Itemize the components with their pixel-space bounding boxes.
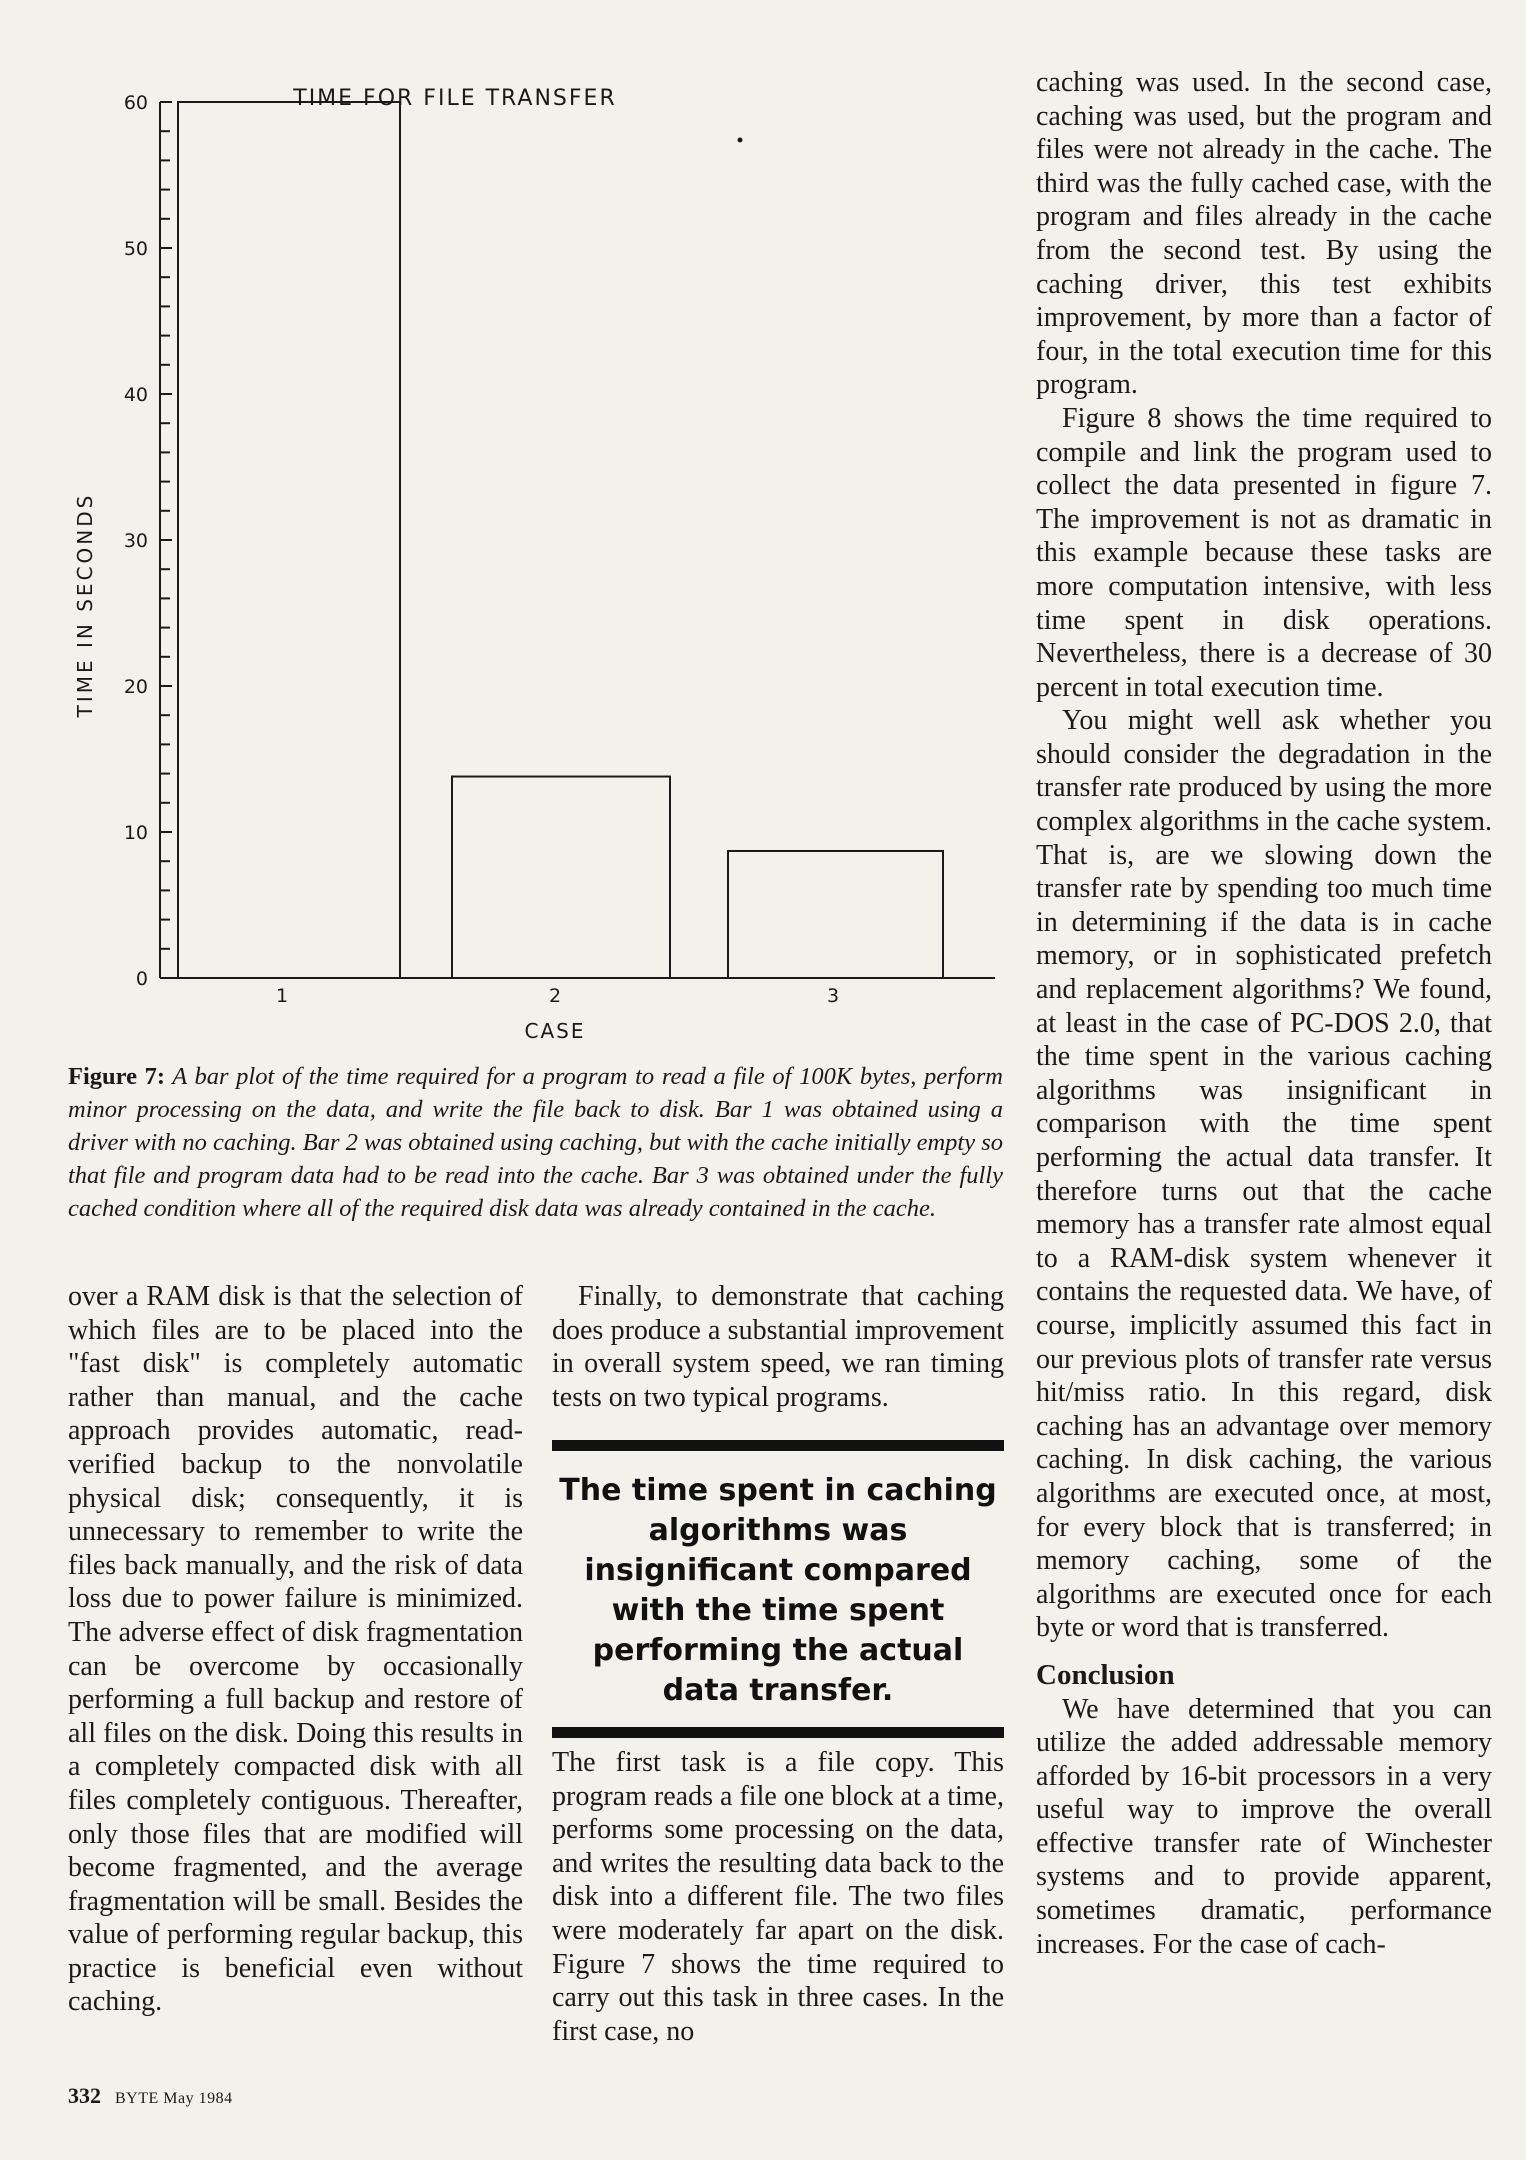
x-tick-label: 3 [826,985,840,1007]
y-tick-label: 20 [123,676,148,698]
bars [178,102,943,978]
section-heading: Conclusion [1036,1658,1175,1691]
y-tick-label: 50 [123,238,148,260]
y-tick-label: 10 [123,822,148,844]
right-paragraph-1: caching was used. In the second case, caching was used, but the program and files were not already in the cache. The third was the fully cached case, with the program and files already in the cache from the second test. By using the caching driver, this test exhibits improvement, by more than a factor of four, in the total execution time for this program. [1036,67,1492,401]
x-axis [276,985,839,1007]
left-paragraph-1: over a RAM disk is that the selection of which files are to be placed into the "fast disk" is completely automatic rather than manual, and the cache approach provides automatic, read-verified backup to the nonvolatile physical disk; consequently, it is unnecessary to remember to write the files back manually, and the risk of data loss due to power failure is minimized. The adverse effect of disk fragmentation can be overcome by occasionally performing a full backup and restore of all files on the disk. Doing this results in a completely compacted disk with all files completely contiguous. Thereafter, only those files that are modified will become fragmented, and the average fragmentation will be small. Besides the value of performing regular backup, this practice is beneficial even without caching. [68,1281,523,2018]
stray-dot [738,138,743,143]
bar-case-3 [728,851,943,978]
y-tick-label: 0 [135,968,148,990]
page-number: 332 [68,2083,101,2108]
x-axis-label: CASE [524,1019,586,1043]
left-column [68,1280,523,2019]
chart-title: TIME FOR FILE TRANSFER [293,86,617,111]
right-paragraph-4: We have determined that you can utilize the added addressable memory afforded by 16-bit processors in a very useful way to improve the overall effective transfer rate of Winchester systems and to provide apparent, sometimes dramatic, performance increases. For the case of cach- [1036,1693,1492,1960]
figure-caption [68,1060,1003,1225]
y-axis-label: TIME IN SECONDS [73,492,97,718]
magazine-issue: BYTE May 1984 [115,2090,233,2107]
page-footer [68,2083,233,2109]
bar-case-1 [178,102,400,978]
y-axis [124,92,995,990]
right-paragraph-3: You might well ask whether you should consider the degradation in the transfer rate produced by using the more complex algorithms in the cache system. That is, are we slowing down the transfer rate by spending too much time in determining if the data is in cache memory, or in sophisticated prefetch and replacement algorithms? We found, at least in the case of PC-DOS 2.0, that the time spent in the various caching algorithms was insignificant in comparison with the time spent performing the actual data transfer. It therefore turns out that the cache memory has a transfer rate almost equal to a RAM-disk system whenever it contains the requested data. We have, of course, implicitly assumed this fact in our previous plots of transfer rate versus hit/miss ratio. In this regard, disk caching has an advantage over memory caching. In disk caching, the various algorithms are executed once, at most, for every block that is transferred; in memory caching, some of the algorithms are executed once for each byte or word that is transferred. [1036,705,1492,1644]
y-tick-label: 40 [123,384,148,406]
y-tick-label: 60 [123,92,148,114]
middle-column-lower [552,1746,1004,2048]
middle-paragraph-2: The first task is a file copy. This program reads a file one block at a time, performs some processing on the data, and writes the resulting data back to the disk into a different file. The two files were moderately far apart on the disk. Figure 7 shows the time required to carry out this task in three cases. In the first case, no [552,1747,1004,2047]
pull-quote: The time spent in caching algorithms was insignificant compared with the time spent performing the actual data transfer. [552,1440,1004,1738]
caption-label: Figure 7: [68,1063,166,1090]
right-paragraph-2: Figure 8 shows the time required to compile and link the program used to collect the data presented in figure 7. The improvement is not as dramatic in this example because these tasks are more computation intensive, with less time spent in disk operations. Nevertheless, there is a decrease of 30 percent in total execution time. [1036,402,1492,703]
x-tick-label: 2 [548,985,562,1007]
y-tick-label: 30 [123,530,148,552]
x-tick-label: 1 [275,985,289,1007]
bar-case-2 [452,777,670,978]
right-column [1036,66,1492,1961]
middle-paragraph-1: Finally, to demonstrate that caching does produce a substantial improvement in overall system speed, we ran timing tests on two typical programs. [552,1281,1004,1413]
caption-text: A bar plot of the time required for a program to read a file of 100K bytes, perform minor processing on the data, and write the file back to disk. Bar 1 was obtained using a driver with no caching. Bar 2 was obtained using caching, but with the cache initially empty so that file and program data had to be read into the cache. Bar 3 was obtained under the fully cached condition where all of the required disk data was already contained in the cache. [68,1063,1003,1222]
bar-chart [60,60,1000,1060]
middle-column [552,1280,1004,1414]
